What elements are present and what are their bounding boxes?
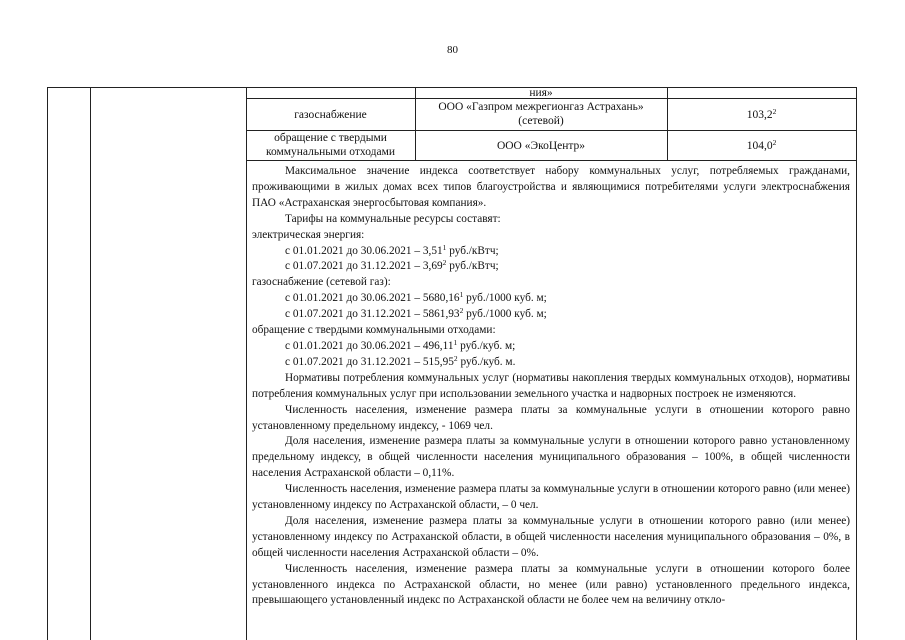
tariff-unit: руб./куб. м. [457,355,516,368]
tariff-text: с 01.07.2021 до 31.12.2021 – 3,69 [285,260,443,273]
table-cell-service: газоснабжение [294,109,367,121]
tariff-unit: руб./1000 куб. м; [463,308,547,321]
tariff-line-electric-2 [252,259,850,275]
footnote-marker: 2 [442,258,447,268]
footnote-marker: 2 [772,138,777,147]
paragraph-max-index: Максимальное значение индекса соответствует набору коммунальных услуг, потребляемых гражданами, проживающими в жилых домах всех типов благоустройства и являющимися потребителями услуги электроснабжения ПАО «Астраханская энергосбытовая компания». [252,165,850,209]
tariff-line-electric-1 [252,244,850,260]
paragraph-population-2: Численность населения, изменение размера платы за коммунальные услуги в отношении которого равно (или менее) установленному индексу по Астраханской области, – 0 чел. [252,483,850,512]
table-border-left [47,87,48,640]
footnote-marker: 1 [442,242,447,252]
table-column-divider [90,87,91,640]
tariff-text: с 01.01.2021 до 30.06.2021 – 5680,16 [285,292,460,305]
table-cell-value [667,139,856,153]
tariff-text: с 01.01.2021 до 30.06.2021 – 3,51 [285,244,443,257]
tariff-label-waste: обращение с твердыми коммунальными отходами: [252,324,496,337]
table-cell-supplier: ООО «ЭкоЦентр» [496,140,586,152]
tariff-label-gas: газоснабжение (сетевой газ): [252,276,391,289]
value-number: 103,2 [746,109,773,121]
footnote-marker: 2 [453,353,458,363]
table-border-right [856,87,857,640]
tariff-text: с 01.01.2021 до 30.06.2021 – 496,11 [285,339,454,352]
tariff-label-electric: электрическая энергия: [252,228,365,241]
tariff-unit: руб./куб. м; [457,339,516,352]
footnote-marker: 1 [459,290,464,300]
table-cell-service: обращение с твердыми коммунальными отходами [265,132,396,158]
tariff-text: с 01.07.2021 до 31.12.2021 – 515,95 [285,355,454,368]
footnote-marker: 2 [459,306,464,316]
tariff-line-waste-2 [252,355,850,371]
document-body [252,164,850,609]
value-number: 104,0 [746,140,773,152]
page-number: 80 [447,44,458,56]
paragraph-share-2: Доля населения, изменение размера платы за коммунальные услуги в отношении которого равно (или менее) установленному индексу по Астраханской области, в общей численности населения муниципального образования – 0%, в общей численности населения Астраханской области – 0%. [252,514,850,559]
tariff-unit: руб./1000 куб. м; [463,292,547,305]
table-cell-fragment: ния» [529,87,553,99]
tariff-line-gas-2 [252,307,850,323]
paragraph-norms: Нормативы потребления коммунальных услуг (нормативы накопления твердых коммунальных отходов), нормативы потребления коммунальных услуг при использовании земельного участка и надворных построек не изменяются. [252,371,850,400]
tariff-unit: руб./кВтч; [446,260,499,273]
table-cell-supplier: ООО «Газпром межрегионгаз Астрахань» (сетевой) [438,101,644,127]
tariff-text: с 01.07.2021 до 31.12.2021 – 5861,93 [285,308,460,321]
table-cell-value [667,108,856,122]
paragraph-share-1: Доля населения, изменение размера платы за коммунальные услуги в отношении которого равно установленному предельному индексу, в общей численности населения муниципального образования – 100%, в общей численности населения Астраханской области – 0,11%. [252,435,850,480]
paragraph-tariffs-intro: Тарифы на коммунальные ресурсы составят: [285,212,501,225]
paragraph-population-3: Численность населения, изменение размера платы за коммунальные услуги в отношении которого более установленного индекса по Астраханской области, но менее (или равно) установленного предельного индекса, превышающего установленный индекс по Астраханской области не более чем на величину откло- [252,562,850,607]
tariff-line-waste-1 [252,339,850,355]
paragraph-population-1: Численность населения, изменение размера платы за коммунальные услуги в отношении которого равно установленному предельному индексу, - 1069 чел. [252,403,850,432]
tariff-line-gas-1 [252,291,850,307]
tariff-unit: руб./кВтч; [446,244,499,257]
footnote-marker: 2 [772,107,777,116]
footnote-marker: 1 [453,337,458,347]
table-column-divider [246,87,247,640]
table-row-divider [246,160,857,161]
